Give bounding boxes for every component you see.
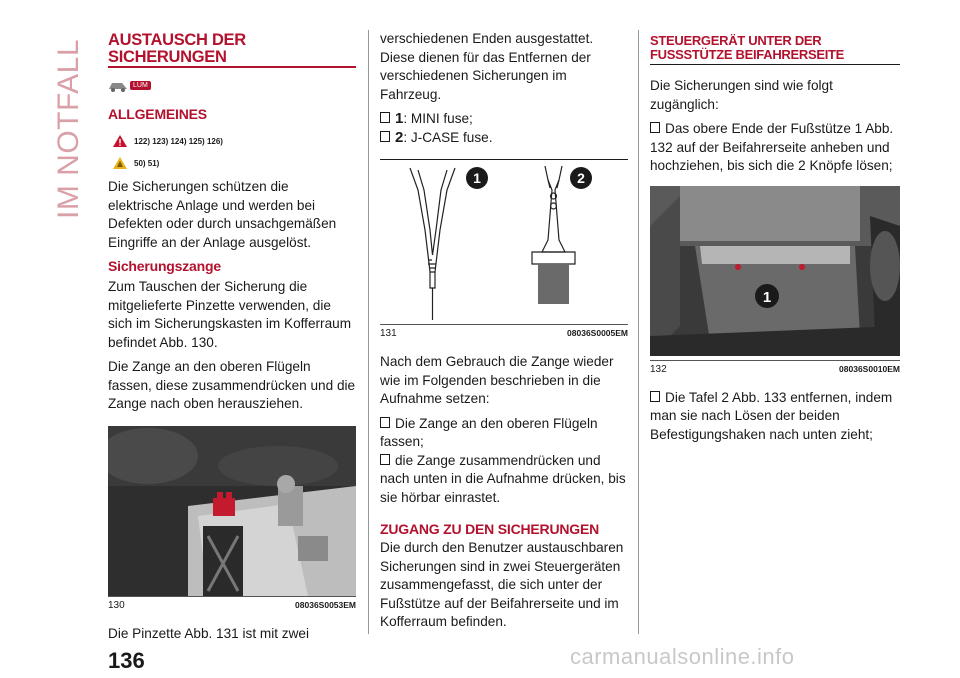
list-item: Das obere Ende der Fußstütze 1 Abb. 132 auf der Beifahrerseite anheben und hochziehen, bis sich die 2 Knöpfe lösen; <box>650 121 894 173</box>
list-item: Die Tafel 2 Abb. 133 entfernen, indem man sie nach Lösen der beiden Befestigungshaken nach unten zieht; <box>650 389 893 442</box>
figure-130-photo <box>108 426 356 596</box>
fusebox-image <box>108 426 356 596</box>
figure-131-drawing <box>380 160 628 324</box>
column-3 <box>650 30 900 450</box>
checkbox-bullet-icon <box>650 391 660 402</box>
caution-icon <box>112 156 128 170</box>
page-number: 136 <box>108 648 145 673</box>
figure-caption: 130 08036S0053EM <box>108 596 356 611</box>
column-2 <box>380 30 628 638</box>
svg-text:IM NOTFALL: IM NOTFALL <box>52 38 85 219</box>
subsection-title: Sicherungszange <box>108 258 221 274</box>
column-divider <box>638 30 639 634</box>
checkbox-bullet-icon <box>380 454 390 465</box>
fuse-tweezer-drawing <box>380 160 628 324</box>
paragraph: Nach dem Gebrauch die Zange wieder wie im Folgenden beschrieben in die Aufnahme setzen: <box>380 354 614 406</box>
figure-caption: 132 08036S0010EM <box>650 360 900 375</box>
main-title: AUSTAUSCH DER SICHERUNGEN <box>108 32 356 68</box>
lum-badge: LUM <box>108 78 151 92</box>
paragraph: Die Sicherungen schützen die elektrische Anlage und werden bei Defekten oder durch unsachgemäßen Eingriffe an der Anlage ausgelöst. <box>108 179 337 250</box>
list-item: 1: MINI fuse; <box>380 110 628 129</box>
callout-1: 1 <box>473 170 481 186</box>
section-title-allgemeines: ALLGEMEINES <box>108 106 207 122</box>
checkbox-bullet-icon <box>380 417 390 428</box>
paragraph: Die Pinzette Abb. 131 ist mit zwei <box>108 625 309 641</box>
column-1 <box>108 30 356 649</box>
checkbox-bullet-icon <box>650 122 660 133</box>
checkbox-bullet-icon <box>380 112 390 123</box>
figure-132-photo <box>650 186 900 356</box>
warning-icon <box>112 134 128 148</box>
paragraph: Zum Tauschen der Sicherung die mitgelieferte Pinzette verwenden, die sich im Sicherungskasten im Kofferraum befindet Abb. 130. <box>108 279 352 350</box>
list-item: 2: J-CASE fuse. <box>380 129 628 148</box>
figure-caption: 131 08036S0005EM <box>380 324 628 339</box>
list-item: Die Zange an den oberen Flügeln fassen; <box>380 415 598 449</box>
watermark: carmanualsonline.info <box>570 644 795 669</box>
side-chapter-title <box>44 34 94 224</box>
paragraph: Die Sicherungen sind wie folgt zugänglich: <box>650 78 833 112</box>
list-item: die Zange zusammendrücken und nach unten in die Aufnahme drücken, bis sie hörbar einrastet. <box>380 452 626 505</box>
svg-text:1: 1 <box>762 288 772 306</box>
paragraph: Die durch den Benutzer austauschbaren Sicherungen sind in zwei Steuergeräten zusammengefasst, die sich unter der Fußstütze auf der Beifahrerseite und im Kofferraum befinden. <box>380 540 624 629</box>
footrest-image <box>650 186 900 356</box>
warning-refs: 122) 123) 124) 125) 126) <box>112 130 356 152</box>
checkbox-bullet-icon <box>380 131 390 142</box>
callout-2: 2 <box>577 170 585 186</box>
section-title-steuergeraet: STEUERGERÄT UNTER DER FUSSSTÜTZE BEIFAHRERSEITE <box>650 34 900 65</box>
paragraph: Die Zange an den oberen Flügeln fassen, diese zusammendrücken und die Zange nach oben herausziehen. <box>108 359 356 411</box>
caution-refs: 50) 51) <box>112 152 356 174</box>
section-title-zugang: ZUGANG ZU DEN SICHERUNGEN <box>380 521 600 537</box>
car-icon <box>108 78 128 92</box>
column-divider <box>368 30 369 634</box>
paragraph: verschiedenen Enden ausgestattet. Diese dienen für das Entfernen der verschiedenen Sicherungen im Fahrzeug. <box>380 31 594 102</box>
